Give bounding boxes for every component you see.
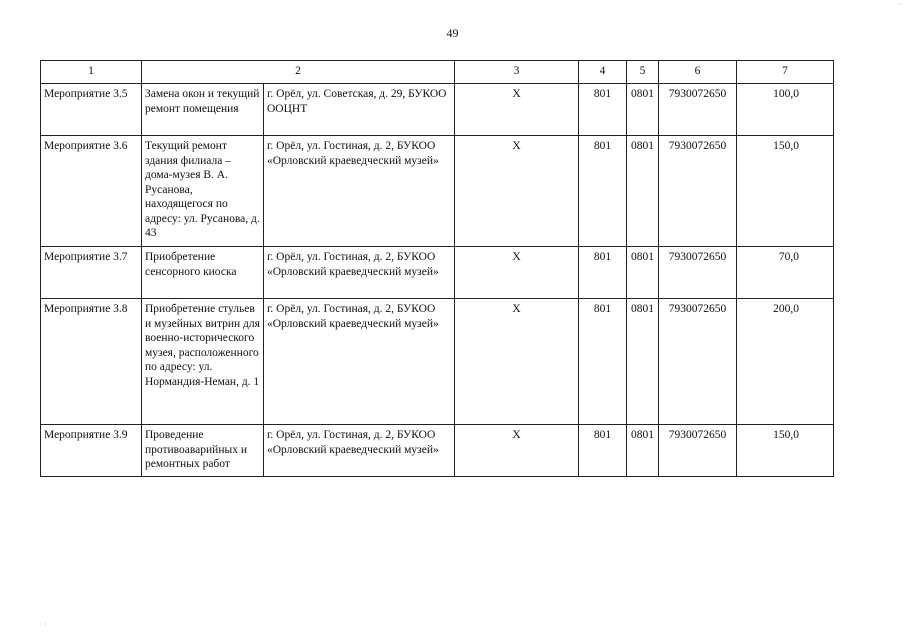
rzpr-cell: 0801 <box>627 425 659 477</box>
activity-name-cell: Приобретение стульев и музейных витрин для военно-исторического музея, расположенного по адресу: ул. Нормандия-Неман, д. 1 <box>142 299 264 425</box>
executor-cell: г. Орёл, ул. Гостиная, д. 2, БУКОО «Орловский краеведческий музей» <box>264 247 455 299</box>
table-row <box>41 425 834 477</box>
header-col-1: 1 <box>41 61 142 84</box>
csr-cell: 7930072650 <box>659 247 737 299</box>
col3-cell: Х <box>455 136 579 247</box>
table-row <box>41 247 834 299</box>
amount-cell: 70,0 <box>737 247 834 299</box>
table-row <box>41 299 834 425</box>
scan-speck-mark: · <box>898 0 901 9</box>
activity-name-cell: Замена окон и текущий ремонт помещения <box>142 84 264 136</box>
rzpr-cell: 0801 <box>627 136 659 247</box>
header-col-3: 3 <box>455 61 579 84</box>
col3-cell: Х <box>455 247 579 299</box>
activity-name-cell: Текущий ремонт здания филиала – дома-музея В. А. Русанова, находящегося по адресу: ул. Русанова, д. 43 <box>142 136 264 247</box>
activity-name-cell: Проведение противоаварийных и ремонтных работ <box>142 425 264 477</box>
executor-cell: г. Орёл, ул. Гостиная, д. 2, БУКОО «Орловский краеведческий музей» <box>264 425 455 477</box>
amount-cell: 150,0 <box>737 136 834 247</box>
csr-cell: 7930072650 <box>659 425 737 477</box>
rzpr-cell: 0801 <box>627 247 659 299</box>
activity-cell: Мероприятие 3.5 <box>41 84 142 136</box>
csr-cell: 7930072650 <box>659 84 737 136</box>
col3-cell: Х <box>455 425 579 477</box>
executor-cell: г. Орёл, ул. Гостиная, д. 2, БУКОО «Орловский краеведческий музей» <box>264 299 455 425</box>
header-col-6: 6 <box>659 61 737 84</box>
scan-speck-mark: · <box>44 620 47 629</box>
table-row <box>41 136 834 247</box>
grbs-cell: 801 <box>579 247 627 299</box>
grbs-cell: 801 <box>579 84 627 136</box>
executor-cell: г. Орёл, ул. Советская, д. 29, БУКОО ООЦНТ <box>264 84 455 136</box>
amount-cell: 150,0 <box>737 425 834 477</box>
header-col-2: 2 <box>142 61 455 84</box>
rzpr-cell: 0801 <box>627 299 659 425</box>
activity-cell: Мероприятие 3.8 <box>41 299 142 425</box>
activities-table <box>40 60 834 477</box>
header-col-7: 7 <box>737 61 834 84</box>
header-col-4: 4 <box>579 61 627 84</box>
col3-cell: Х <box>455 299 579 425</box>
page-number: 49 <box>446 26 459 40</box>
grbs-cell: 801 <box>579 299 627 425</box>
amount-cell: 200,0 <box>737 299 834 425</box>
csr-cell: 7930072650 <box>659 136 737 247</box>
activity-cell: Мероприятие 3.6 <box>41 136 142 247</box>
table-row <box>41 84 834 136</box>
activity-cell: Мероприятие 3.7 <box>41 247 142 299</box>
activity-name-cell: Приобретение сенсорного киоска <box>142 247 264 299</box>
header-col-5: 5 <box>627 61 659 84</box>
grbs-cell: 801 <box>579 425 627 477</box>
amount-cell: 100,0 <box>737 84 834 136</box>
grbs-cell: 801 <box>579 136 627 247</box>
executor-cell: г. Орёл, ул. Гостиная, д. 2, БУКОО «Орловский краеведческий музей» <box>264 136 455 247</box>
csr-cell: 7930072650 <box>659 299 737 425</box>
rzpr-cell: 0801 <box>627 84 659 136</box>
col3-cell: Х <box>455 84 579 136</box>
activity-cell: Мероприятие 3.9 <box>41 425 142 477</box>
header-row <box>41 61 834 84</box>
